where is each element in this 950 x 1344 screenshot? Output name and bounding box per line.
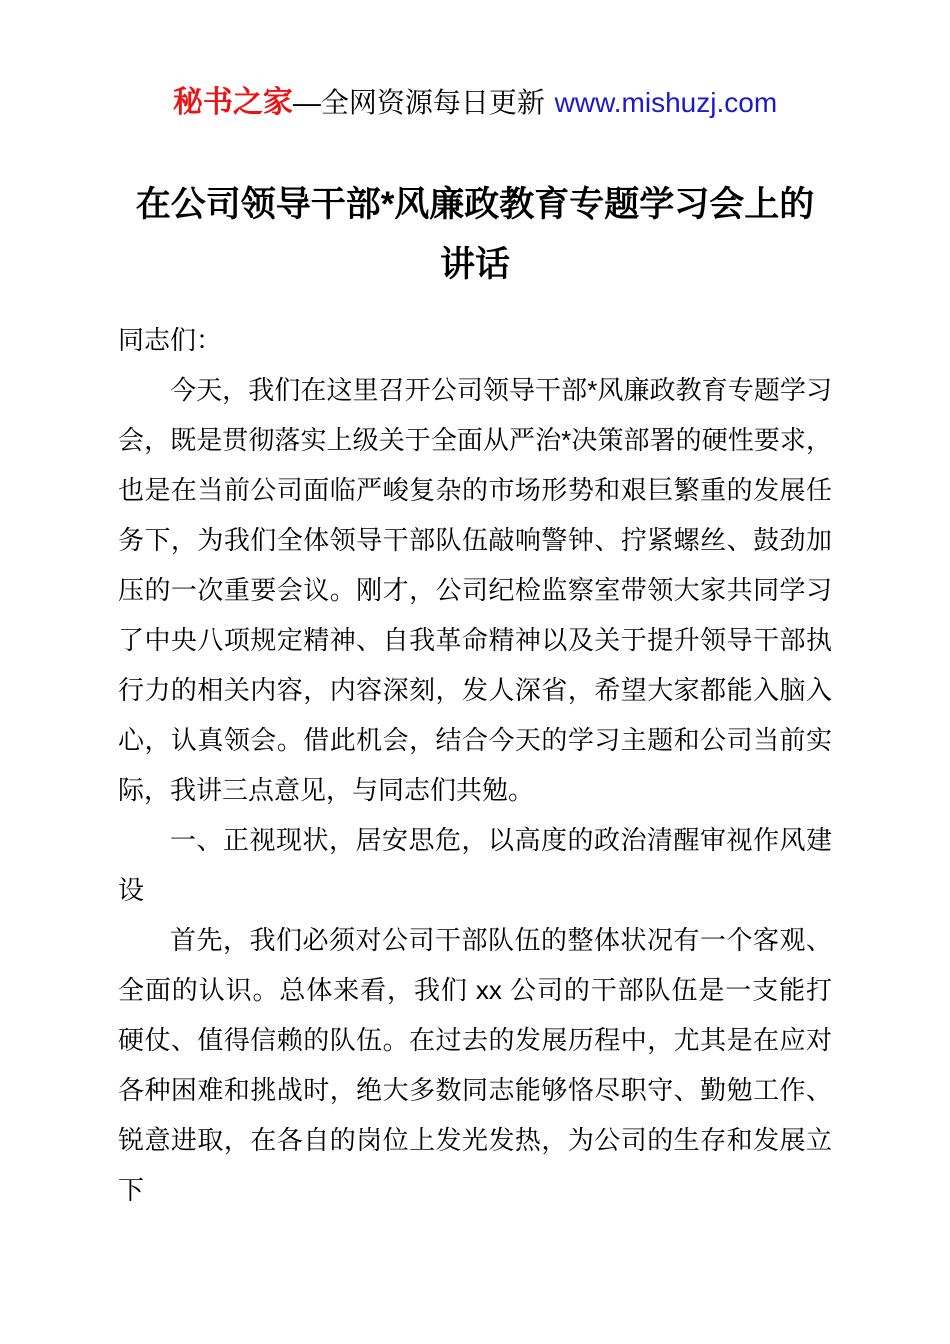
document-body [118,315,832,1215]
site-url-link[interactable]: www.mishuzj.com [554,87,778,118]
paragraph-status-assessment: 首先，我们必须对公司干部队伍的整体状况有一个客观、全面的认识。总体来看，我们 xx 公司的干部队伍是一支能打硬仗、值得信赖的队伍。在过去的发展历程中，尤其是在应对各种困难和挑战时，绝大多数同志能够恪尽职守、勤勉工作、锐意进取，在各自的岗位上发光发热，为公司的生存和发展立下 [118,925,832,1205]
paragraph-opening: 今天，我们在这里召开公司领导干部*风廉政教育专题学习会，既是贯彻落实上级关于全面从严治*决策部署的硬性要求，也是在当前公司面临严峻复杂的市场形势和艰巨繁重的发展任务下，为我们全体领导干部队伍敲响警钟、拧紧螺丝、鼓劲加压的一次重要会议。刚才，公司纪检监察室带领大家共同学习了中央八项规定精神、自我革命精神以及关于提升领导干部执行力的相关内容，内容深刻，发人深省，希望大家都能入脑入心，认真领会。借此机会，结合今天的学习主题和公司当前实际，我讲三点意见，与同志们共勉。 [118,375,832,805]
site-header [118,86,832,120]
site-tagline: —全网资源每日更新 [292,87,545,118]
salutation: 同志们： [118,325,223,355]
site-name: 秘书之家 [172,86,293,119]
document-title: 在公司领导干部*风廉政教育专题学习会上的讲话 [135,185,815,284]
section-heading-1: 一、正视现状，居安思危，以高度的政治清醒审视作风建设 [118,825,832,905]
